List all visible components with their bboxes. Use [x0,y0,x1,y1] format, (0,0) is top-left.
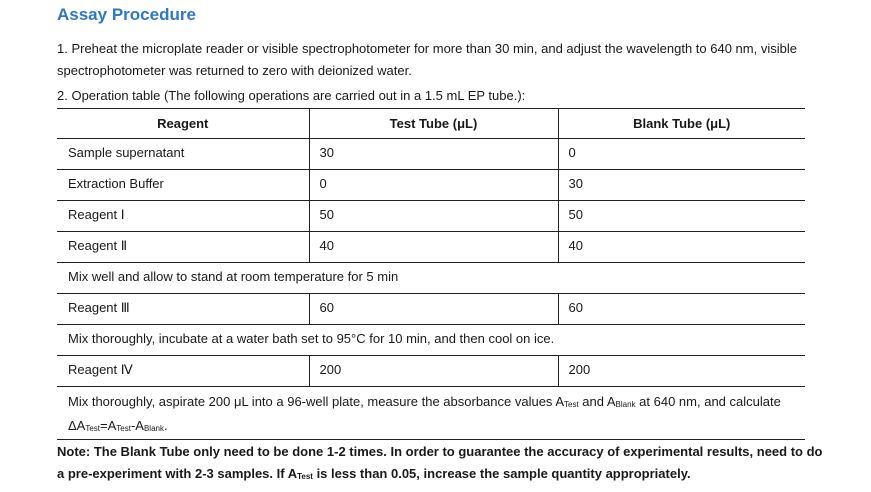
step-operation-table: 2. Operation table (The following operations are carried out in a 1.5 mL EP tube.): [57,88,526,103]
page-title: Assay Procedure [57,5,196,24]
table-row [57,139,805,170]
formula-minus: -A [130,418,144,433]
table-header-row [57,109,805,139]
note-paragraph [57,441,827,488]
table-final-row [57,387,805,440]
header-blank-tube: Blank Tube (μL) [558,109,805,139]
calc-part1: Mix thoroughly, aspirate 200 μL into a 96-well plate, measure the absorbance values A [68,394,564,409]
header-reagent: Reagent [57,109,309,139]
cell-test: 40 [309,232,558,263]
cell-reagent: Reagent Ⅰ [57,201,309,232]
table-row [57,232,805,263]
table-row [57,356,805,387]
table-note-row [57,325,805,356]
cell-test: 60 [309,294,558,325]
cell-blank: 200 [568,362,591,377]
header-test-tube: Test Tube (μL) [309,109,558,139]
sub-test: Test [564,400,579,409]
formula-end: . [163,418,168,433]
table-row [57,201,805,232]
table-note-row [57,263,805,294]
cell-blank: 30 [558,170,805,201]
cell-reagent: Reagent Ⅱ [57,232,309,263]
note-sub-test: Test [297,472,313,481]
note-calculate [57,387,805,440]
cell-test: 200 [309,356,558,387]
cell-test: 0 [309,170,558,201]
sub-blank: Blank [615,400,636,409]
note-part1: Note: The Blank Tube only need to be done 1-2 times. In order to guarantee the accuracy of experimental results, need to do a pre-experiment with 2-3 samples. If A [57,444,823,481]
formula-delta: ΔA [68,418,86,433]
cell-blank: 60 [558,294,805,325]
operation-table [57,108,805,440]
cell-test: 30 [309,139,558,170]
cell-reagent: Reagent Ⅳ [57,356,309,387]
calc-part2: at 640 nm, and calculate [635,394,781,409]
step-preheat: 1. Preheat the microplate reader or visible spectrophotometer for more than 30 min, and adjust the wavelength to 640 nm, visible spectrophotometer was returned to zero with deionized water. [57,41,797,78]
cell-blank: 0 [558,139,805,170]
formula-sub-test: Test [85,424,101,433]
calc-and: and A [578,394,616,409]
formula-sub-blank: Blank [143,424,164,433]
note-stand-5min: Mix well and allow to stand at room temperature for 5 min [57,263,805,294]
table-row [57,170,805,201]
note-incubate: Mix thoroughly, incubate at a water bath set to 95°C for 10 min, and then cool on ice. [57,325,805,356]
cell-blank: 40 [558,232,805,263]
formula-sub-test-2: Test [116,424,131,433]
calculate-text [68,391,795,415]
calculate-formula [68,415,795,439]
cell-reagent: Reagent Ⅲ [57,294,309,325]
cell-blank: 50 [558,201,805,232]
formula-eq: =A [100,418,117,433]
table-row [57,294,805,325]
cell-reagent: Sample supernatant [57,139,309,170]
note-part2: is less than 0.05, increase the sample quantity appropriately. [312,466,691,481]
cell-test: 50 [309,201,558,232]
cell-reagent: Extraction Buffer [57,170,309,201]
